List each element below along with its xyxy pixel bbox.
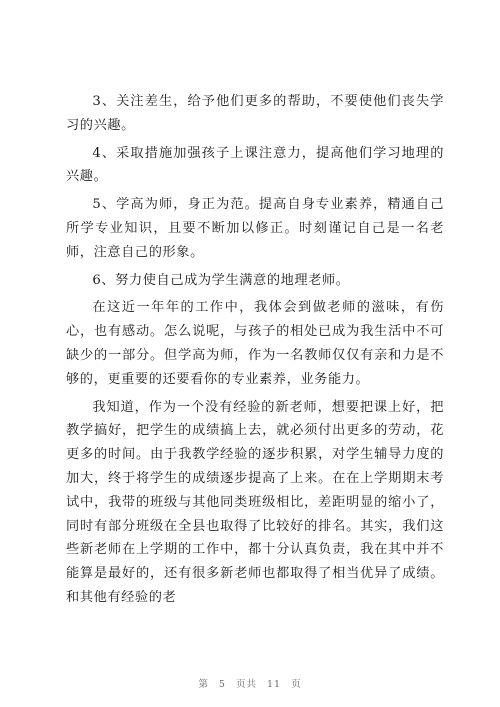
page-number: 5 [218,679,226,690]
page-prefix: 第 [198,679,209,690]
page-footer [0,676,500,690]
paragraph-item-6: 6、努力使自己成为学生满意的地理老师。 [92,272,350,288]
paragraph-reflection: 在这近一年年的工作中，我体会到做老师的滋味，有伤心，也有感动。怎么说呢，与孩子的相处已成为我生活中不可缺少的一部分。但学高为师，作为一名教师仅仅有亲和力是不够的，更重要的还要看你的专业素养，业务能力。 [66,300,444,387]
paragraph-item-4: 4、采取措施加强孩子上课注意力，提高他们学习地理的兴趣。 [66,145,444,185]
page-middle: 页共 [235,679,257,690]
paragraph-item-5: 5、学高为师，身正为范。提高自身专业素养，精通自己所学专业知识，且要不断加以修正。时刻谨记自己是一名老师，注意自己的形象。 [66,197,444,260]
document-body [66,90,444,610]
paragraph-experience: 我知道，作为一个没有经验的新老师，想要把课上好，把教学搞好，把学生的成绩搞上去，就必须付出更多的劳动，花更多的时间。由于我教学经验的逐步积累，对学生辅导力度的加大，终于将学生的成绩逐步提高了上来。在在上学期期末考试中，我带的班级与其他同类班级相比，差距明显的缩小了，同时有部分班级在全县也取得了比较好的排名。其实，我们这些新老师在上学期的工作中，都十分认真负责，我在其中并不能算是最好的，还有很多新老师也都取得了相当优异了成绩。和其他有经验的老 [66,399,444,605]
page-total: 11 [267,679,282,690]
page-suffix: 页 [291,679,302,690]
paragraph-item-3: 3、关注差生，给予他们更多的帮助，不要使他们丧失学习的兴趣。 [66,94,444,133]
